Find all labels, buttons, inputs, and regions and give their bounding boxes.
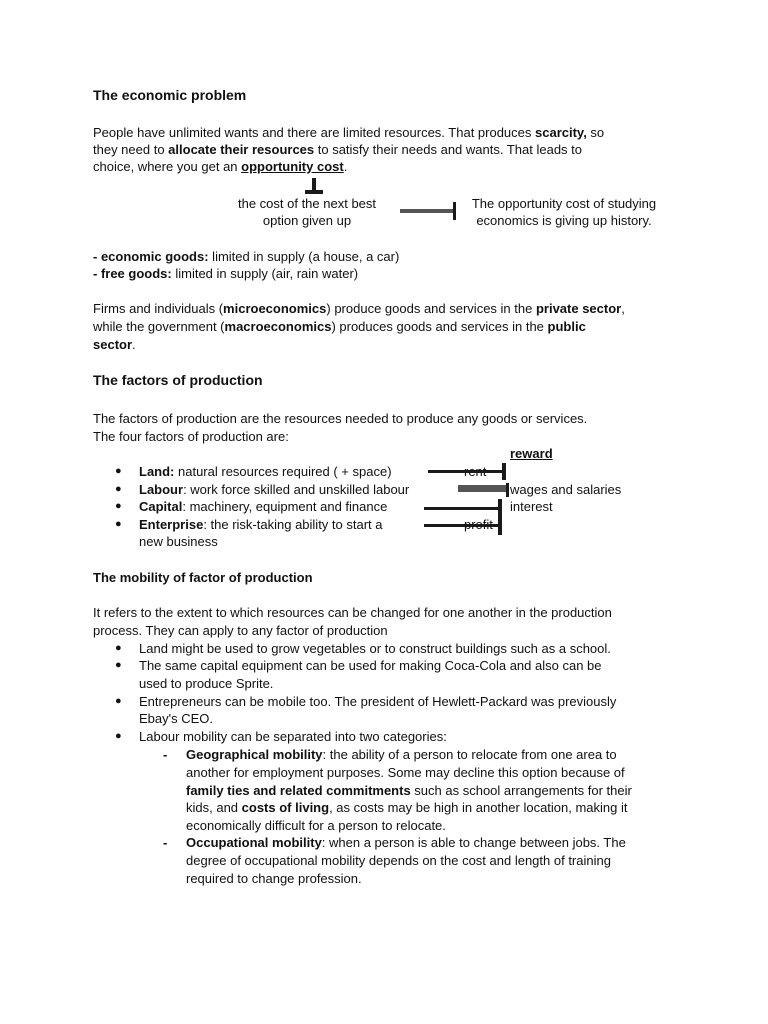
right-arrow-icon bbox=[400, 200, 460, 222]
bullet-icon: ● bbox=[115, 500, 122, 512]
factors-intro-line1: The factors of production are the resources needed to produce any goods or services. bbox=[93, 411, 588, 426]
geo-line5: economically difficult for a person to relocate. bbox=[186, 818, 446, 833]
paragraph-line: they need to allocate their resources to satisfy their needs and wants. That leads to bbox=[93, 142, 582, 157]
factor-land: Land: natural resources required ( + space) bbox=[139, 464, 392, 479]
factor-labour: Labour: work force skilled and unskilled labour bbox=[139, 482, 410, 497]
heading-factors-of-production: The factors of production bbox=[93, 372, 263, 388]
mobility-intro-line2: process. They can apply to any factor of production bbox=[93, 623, 388, 638]
paragraph-line: while the government (macroeconomics) produces goods and services in the public bbox=[93, 319, 586, 334]
bullet-icon: ● bbox=[115, 659, 122, 671]
paragraph-line: choice, where you get an opportunity cost. bbox=[93, 159, 348, 174]
dash-icon: - bbox=[163, 747, 168, 762]
factor-enterprise-line2: new business bbox=[139, 534, 218, 549]
bullet-icon: ● bbox=[115, 483, 122, 495]
bullet-icon: ● bbox=[115, 730, 122, 742]
list-item: Labour mobility can be separated into two categories: bbox=[139, 729, 447, 744]
list-item-continuation: Ebay's CEO. bbox=[139, 711, 214, 726]
bullet-icon: ● bbox=[115, 518, 122, 530]
list-item: Entrepreneurs can be mobile too. The president of Hewlett-Packard was previously bbox=[139, 694, 617, 709]
heading-economic-problem: The economic problem bbox=[93, 87, 247, 103]
factor-enterprise: Enterprise: the risk-taking ability to start a bbox=[139, 517, 383, 532]
geo-line3: family ties and related commitments such as school arrangements for their bbox=[186, 783, 632, 798]
reward-wages: wages and salaries bbox=[510, 482, 622, 497]
paragraph-line: sector. bbox=[93, 337, 136, 352]
bullet-icon: ● bbox=[115, 695, 122, 707]
dash-icon: - bbox=[163, 835, 168, 850]
economic-goods-line: - economic goods: limited in supply (a house, a car) bbox=[93, 249, 400, 264]
diagram-right-line1: The opportunity cost of studying bbox=[471, 196, 657, 211]
free-goods-line: - free goods: limited in supply (air, rain water) bbox=[93, 266, 359, 281]
arrow-enterprise-icon bbox=[424, 517, 506, 535]
bullet-icon: ● bbox=[115, 642, 122, 654]
arrow-capital-icon bbox=[424, 499, 506, 517]
paragraph-line: Firms and individuals (microeconomics) produce goods and services in the private sector, bbox=[93, 301, 625, 316]
list-item: The same capital equipment can be used for making Coca-Cola and also can be bbox=[139, 658, 602, 673]
geo-line1: Geographical mobility: the ability of a person to relocate from one area to bbox=[186, 747, 617, 762]
occ-line3: required to change profession. bbox=[186, 871, 362, 886]
factors-intro-line2: The four factors of production are: bbox=[93, 429, 289, 444]
arrow-land-icon bbox=[428, 463, 510, 481]
diagram-left-line1: the cost of the next best bbox=[237, 196, 377, 211]
paragraph-line: People have unlimited wants and there are limited resources. That produces scarcity, so bbox=[93, 125, 605, 140]
reward-interest: interest bbox=[510, 499, 553, 514]
occ-line2: degree of occupational mobility depends on the cost and length of training bbox=[186, 853, 611, 868]
factor-capital: Capital: machinery, equipment and finance bbox=[139, 499, 388, 514]
reward-header: reward bbox=[510, 446, 553, 461]
diagram-left-line2: option given up bbox=[262, 213, 352, 228]
heading-mobility: The mobility of factor of production bbox=[93, 570, 313, 585]
geo-line4: kids, and costs of living, as costs may be high in another location, making it bbox=[186, 800, 628, 815]
occ-line1: Occupational mobility: when a person is able to change between jobs. The bbox=[186, 835, 626, 850]
geo-line2: another for employment purposes. Some may decline this option because of bbox=[186, 765, 625, 780]
list-item: Land might be used to grow vegetables or to construct buildings such as a school. bbox=[139, 641, 611, 656]
bullet-icon: ● bbox=[115, 465, 122, 477]
diagram-right-line2: economics is giving up history. bbox=[476, 213, 652, 228]
list-item-continuation: used to produce Sprite. bbox=[139, 676, 274, 691]
arrow-labour-icon bbox=[458, 483, 512, 497]
mobility-intro-line1: It refers to the extent to which resources can be changed for one another in the production bbox=[93, 605, 612, 620]
